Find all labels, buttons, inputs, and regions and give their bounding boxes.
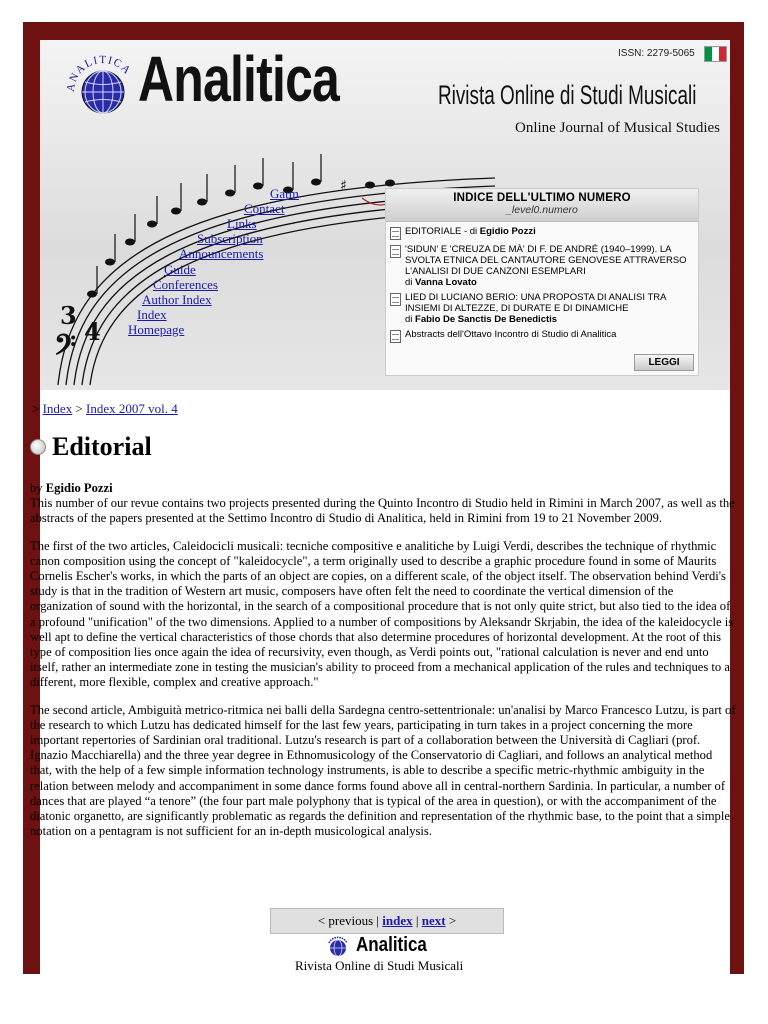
title-row xyxy=(30,432,152,462)
index-item-author: Egidio Pozzi xyxy=(479,226,536,237)
italian-flag-icon[interactable] xyxy=(704,46,727,62)
index-item-by: di xyxy=(405,314,416,325)
nav-link-gatm[interactable]: Gatm xyxy=(270,186,299,201)
nav-link-author-index[interactable]: Author Index xyxy=(142,292,212,307)
index-item-title[interactable]: Abstracts dell'Ottavo Incontro di Studio di Analitica xyxy=(405,329,617,340)
paragraph: This number of our revue contains two projects presented during the Quinto Incontro di Studio held in Rimini in March 2007, as well as the abstracts of the papers presented at the Settimo Incontro di Studio di Analitica, held in Rimini from 19 to 21 November 2009. xyxy=(30,496,735,526)
index-item-by: di xyxy=(405,277,416,288)
next-arrow: > xyxy=(448,913,457,928)
logo-ring-text: ANALITICA xyxy=(64,53,134,93)
svg-text:4: 4 xyxy=(84,317,101,346)
pager-next-link[interactable]: next xyxy=(421,913,446,928)
site-header xyxy=(40,40,730,390)
page-content xyxy=(30,40,736,974)
nav-link-homepage[interactable]: Homepage xyxy=(128,322,185,337)
article-body xyxy=(30,481,736,851)
footer-brand[interactable]: Analitica xyxy=(356,934,427,956)
nav-link-links[interactable]: Links xyxy=(227,216,257,231)
previous-label: < previous xyxy=(317,913,374,928)
index-item[interactable] xyxy=(390,226,694,240)
index-item[interactable] xyxy=(390,329,694,343)
index-item[interactable] xyxy=(390,292,694,325)
nav-link-subscription[interactable]: Subscription xyxy=(197,231,263,246)
byline xyxy=(30,481,736,496)
document-icon xyxy=(390,330,401,343)
index-item-author: Fabio De Sanctis De Benedictis xyxy=(415,314,558,325)
pager-separator: | xyxy=(376,913,380,928)
paragraph: The second article, Ambiguità metrico-ritmica nei balli della Sardegna centro-settentrionale: un'analisi by Marco Francesco Lutzu, is part of the research to which Lutzu has dedicated himself for the last few years, participating in turn takes in a project concerning the more important repertories of Sardinian oral traditional. Lutzu's research is part of a collaboration between the Università di Cagliari (prof. Ignazio Macchiarella) and the three year degree in Ethnomusicology of the Conservatorio di Cagliari, and follows an analytical method that, with the help of a few simple information technology instruments, is able to describe a specific metric-rhythmic ambiguity in the relation between melody and accompaniment in some dance forms found above all in central-northern Sardinia. In particular, a number of dances that are played “a tenore” (the four part male polyphony that is typical of the area in question), or with the accompaniment of the diatonic organetto, are significantly problematic as regards the definition and representation of the rhythmic base, to the point that a simple notation on a pentagram is not sufficient for an in-depth musicological analysis. xyxy=(30,702,736,839)
site-subtitle-en: Online Journal of Musical Studies xyxy=(515,120,720,136)
issn-label: ISSN: 2279-5065 xyxy=(618,48,695,59)
nav-link-contact[interactable]: Contact xyxy=(244,201,285,216)
index-item-author: Vanna Lovato xyxy=(415,277,477,288)
document-icon xyxy=(390,227,401,240)
footer-subtitle: Rivista Online di Studi Musicali xyxy=(295,958,464,973)
breadcrumb-volume-link[interactable]: Index 2007 vol. 4 xyxy=(86,401,178,416)
site-subtitle: Rivista Online di Studi Musicali xyxy=(438,80,697,110)
paragraph: The first of the two articles, Caleidocicli musicali: tecniche compositive e analitiche by Luigi Verdi, describes the technique of rhythmic canon composition using the concept of "kaleidocycle", a term originally used to describe a graphic procedure found in some of Maurits Cornelis Escher's works, in which the parts of an object are copies, on a different scale, of the object itself. The observation behind Verdi's study is that in the tradition of Western art music, composers have often felt the need to coordinate the vertical dimension of the organization of sound with the horizontal, in the search of a compositional procedure that is not only quite strict, but also tied to the idea of a profound "unification" of the two dimensions. Applied to a number of compositions by Aleksandr Skrjabin, the idea of the kaleidocycle is well apt to define the vertical characteristics of those chords that also determine procedures of horizontal development. At the root of this type of composition lies once again the idea of recursivity, even though, as Verdi points out, "rational calculation is never and end unto itself, rather an intermediate zone in testing the musician's ability to proceed from a mechanical application of the rules and techniques to a different, more flexible, complex and creative approach." xyxy=(30,538,734,690)
byline-prefix: by xyxy=(30,481,46,495)
breadcrumb-index-link[interactable]: Index xyxy=(42,401,73,416)
latest-issue-header xyxy=(386,189,698,222)
index-item[interactable] xyxy=(390,244,694,288)
page-title: Editorial xyxy=(52,432,152,461)
footer-globe-icon xyxy=(325,935,351,957)
globe-logo-icon[interactable] xyxy=(64,48,142,126)
latest-issue-title: INDICE DELL'ULTIMO NUMERO xyxy=(453,192,631,204)
latest-issue-index xyxy=(385,188,699,376)
globe-icon xyxy=(30,439,46,455)
nav-link-guide[interactable]: Guide xyxy=(164,262,196,277)
latest-issue-number: _level0.numero xyxy=(506,204,578,216)
index-item-title[interactable]: 'SIDUN' E 'CREUZA DE MÀ' DI F. DE ANDRÉ (1940–1999). LA SVOLTA ETNICA DEL CANTAUTORE GENOVESE ATTRAVERSO L'ANALISI DI DUE CANZONI ESEMPLARI xyxy=(405,244,687,277)
index-item-title[interactable]: EDITORIALE - di xyxy=(405,226,480,237)
index-item-title[interactable]: LIED DI LUCIANO BERIO: UNA PROPOSTA DI ANALISI TRA INSIEMI DI ALTEZZE, DI DURATE E DI DINAMICHE xyxy=(405,292,666,314)
svg-text:♯: ♯ xyxy=(340,178,347,194)
svg-text:3: 3 xyxy=(60,301,77,330)
pagination xyxy=(270,908,504,934)
svg-text:𝄢: 𝄢 xyxy=(54,329,76,369)
byline-author: Egidio Pozzi xyxy=(45,481,113,495)
breadcrumb-separator: > xyxy=(32,401,40,416)
leggi-button[interactable]: LEGGI xyxy=(634,354,694,371)
document-icon xyxy=(390,245,401,258)
nav-link-conferences[interactable]: Conferences xyxy=(153,277,218,292)
breadcrumb-separator: > xyxy=(75,401,83,416)
nav-link-announcements[interactable]: Announcements xyxy=(179,246,264,261)
site-brand[interactable]: Analitica xyxy=(138,43,340,115)
pager-separator: | xyxy=(415,913,419,928)
nav-link-index[interactable]: Index xyxy=(137,307,167,322)
breadcrumb xyxy=(32,401,178,417)
document-icon xyxy=(390,293,401,306)
pager-index-link[interactable]: index xyxy=(382,913,413,928)
